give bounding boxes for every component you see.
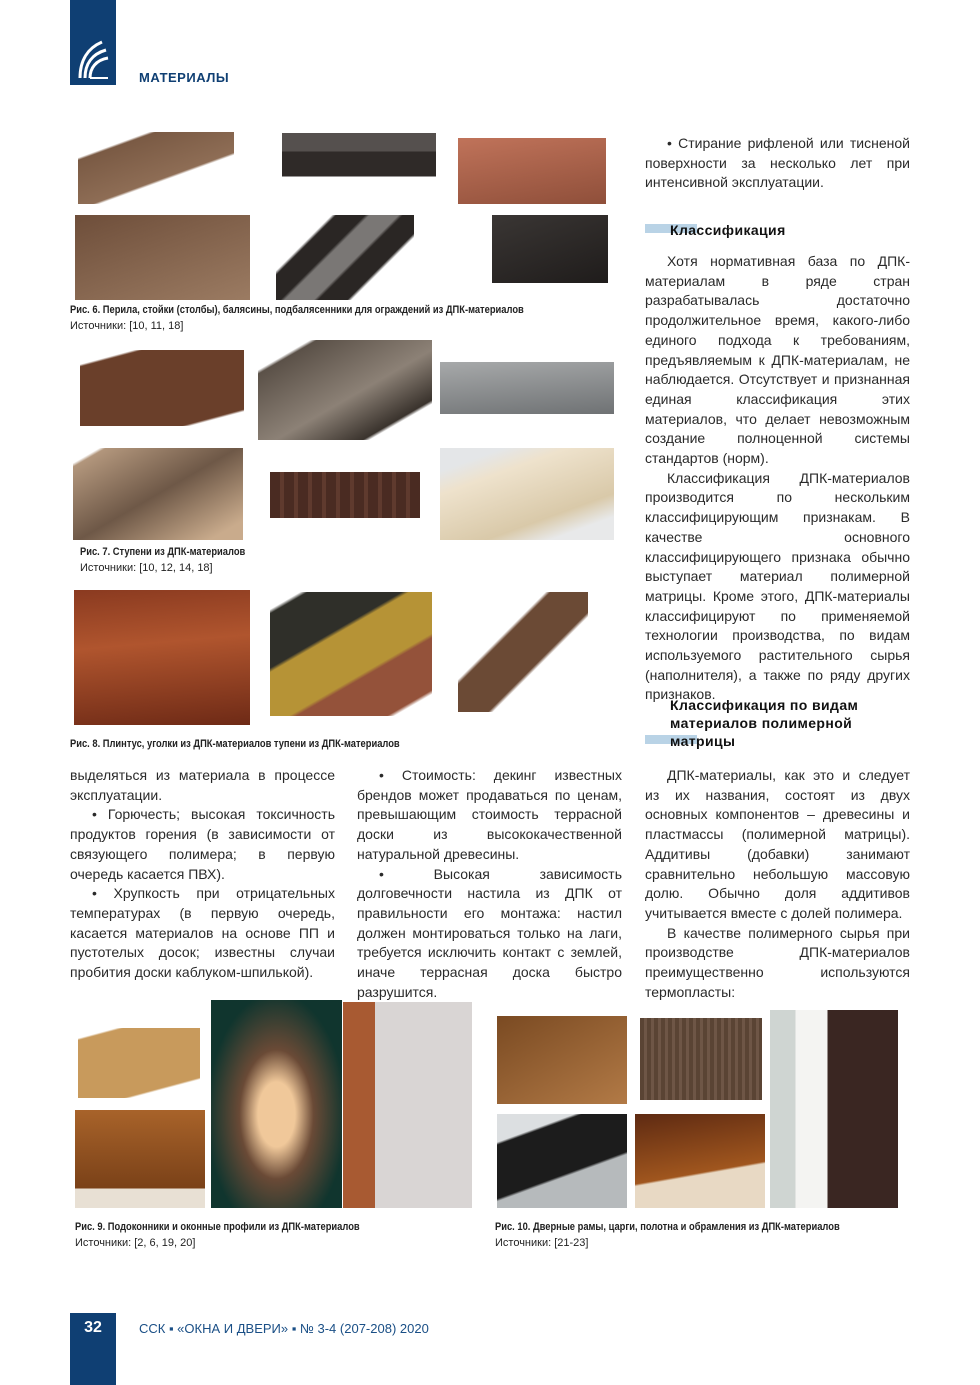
paragraph: • Хрупкость при отрицательных температурах (в первую очередь, касается материалов на основе ПП и пустотелых досок; известны случаи пробития доски каблуком-шпилькой). bbox=[70, 885, 335, 981]
heading-classification: Классификация bbox=[670, 222, 786, 238]
text-column-3 bbox=[645, 766, 910, 1002]
journal-info: ССК ▪ «ОКНА И ДВЕРИ» ▪ № 3-4 (207-208) 2020 bbox=[139, 1321, 429, 1336]
photo-door-frame-4 bbox=[497, 1114, 627, 1208]
paragraph: • Стирание рифленой или тисненой поверхности за несколько лет при интенсивной эксплуатации. bbox=[645, 135, 910, 191]
figure-8-caption: Рис. 8. Плинтус, уголки из ДПК-материалов тупени из ДПК-материалов bbox=[70, 738, 400, 750]
photo-step-5 bbox=[270, 472, 420, 518]
paragraph: • Высокая зависимость долговечности настила из ДПК от правильности его монтажа: настил должен монтироваться только на лаги, требуется исключить контакт с землей, иначе террасная доска быстро разрушится. bbox=[357, 865, 622, 1000]
paragraph: В качестве полимерного сырья при производстве ДПК-материалов преимущественно используются термопласты: bbox=[645, 924, 910, 1000]
photo-step-3 bbox=[440, 362, 614, 414]
photo-door-frame-1 bbox=[497, 1016, 627, 1104]
photo-railing-1 bbox=[78, 132, 234, 204]
photo-skirting bbox=[74, 590, 250, 725]
figure-9-caption: Рис. 9. Подоконники и оконные профили из ДПК-материалов Источники: [2, 6, 19, 20] bbox=[75, 1221, 360, 1249]
text-column-1 bbox=[70, 766, 335, 983]
photo-sill-2 bbox=[75, 1110, 205, 1208]
text-column-2 bbox=[357, 766, 622, 1002]
photo-baluster-profile bbox=[75, 215, 250, 300]
figure-7-caption: Рис. 7. Ступени из ДПК-материалов Источники: [10, 12, 14, 18] bbox=[80, 546, 246, 574]
figure-10-caption: Рис. 10. Дверные рамы, царги, полотна и обрамления из ДПК-материалов Источники: [21-23] bbox=[495, 1221, 840, 1249]
photo-sill-1 bbox=[78, 1028, 200, 1098]
photo-corners bbox=[270, 592, 432, 716]
photo-step-6 bbox=[440, 448, 614, 540]
photo-corner-profile bbox=[458, 592, 588, 712]
photo-step-1 bbox=[80, 350, 244, 426]
photo-step-2 bbox=[258, 340, 432, 440]
paragraph: • Горючесть; высокая токсичность продуктов горения (в зависимости от связующего полимера; в первую очередь касается ПВХ). bbox=[70, 806, 335, 882]
photo-balusters bbox=[276, 215, 414, 300]
photo-railing-2 bbox=[282, 133, 436, 195]
right-column-text-2 bbox=[645, 252, 910, 705]
photo-post bbox=[458, 138, 606, 204]
paragraph: выделяться из материала в процессе эксплуатации. bbox=[70, 767, 335, 803]
photo-door-frame-2 bbox=[640, 1018, 762, 1100]
paragraph: Классификация ДПК-материалов производится по нескольким классифицирующим признакам. В качестве основного классифицирующего признака обычно выступает материал полимерной матрицы. Кроме этого, ДПК-материалы классифицируют по применяемой технологии производства, по видам используемого растительного сырья (наполнителя), а также по ряду других признаков. bbox=[645, 469, 910, 703]
photo-door-frame-5 bbox=[635, 1114, 765, 1208]
logo-icon bbox=[76, 38, 110, 82]
paragraph: • Стоимость: декинг известных брендов может продаваться по ценам, превышающим стоимость террасной доски из высококачественной натуральной древесины. bbox=[357, 767, 622, 862]
figure-6-caption: Рис. 6. Перила, стойки (столбы), балясины, подбалясенники для ограждений из ДПК-материалов Источники: [10, 11, 18] bbox=[70, 304, 524, 332]
photo-window bbox=[211, 1000, 342, 1208]
heading-polymer-matrix: Классификация по видам материалов полимерной матрицы bbox=[670, 697, 859, 749]
photo-sub-baluster bbox=[492, 215, 608, 283]
photo-step-4 bbox=[73, 448, 243, 540]
paragraph: Хотя нормативная база по ДПК-материалам в ряде стран разрабатывалась достаточно продолжительное время, какого-либо единого подхода к требованиям, предъявляемым к ДПК-материалам, не наблюдается. Отсутствует и признанная единая классификация этих материалов, что делает невозможным создание полноценной системы стандартов (норм). bbox=[645, 253, 910, 467]
section-title: МАТЕРИАЛЫ bbox=[139, 70, 230, 85]
photo-door-frame-3 bbox=[770, 1010, 898, 1208]
page-number: 32 bbox=[70, 1313, 116, 1385]
photo-window-profile bbox=[343, 1002, 472, 1208]
header-brand-block bbox=[70, 0, 116, 85]
right-column-text bbox=[645, 134, 910, 193]
paragraph: ДПК-материалы, как это и следует из их названия, состоят из двух основных компонентов – древесины и пластмассы (полимерной матрицы). Аддитивы (добавки) занимают сравнительно небольшую массовую долю. Обычно доля аддитивов учитывается вместе с долей полимера. bbox=[645, 767, 910, 921]
